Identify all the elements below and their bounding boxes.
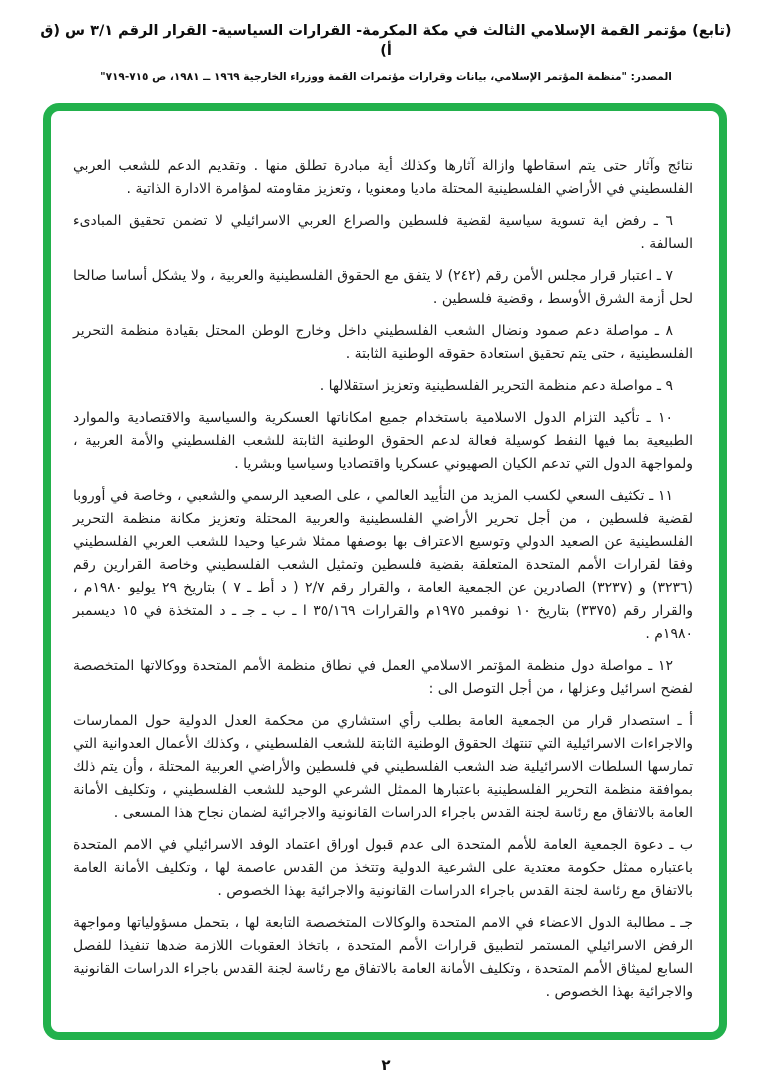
resolution-paragraphs xyxy=(51,111,719,1032)
paragraph: ١٢ ـ مواصلة دول منظمة المؤتمر الاسلامي العمل في نطاق منظمة الأمم المتحدة ووكالاتها المتخصصة لفضح اسرائيل وعزلها ، من أجل التوصل الى : xyxy=(73,658,693,697)
document-title: (تابع) مؤتمر القمة الإسلامي الثالث في مكة المكرمة- القرارات السياسية- القرار الرقم ٣/١ س (ق أ) xyxy=(40,23,732,59)
paragraph: ١٠ ـ تأكيد التزام الدول الاسلامية باستخدام جميع امكاناتها العسكرية والسياسية والاقتصادية والموارد الطبيعية بما فيها النفط كوسيلة فعالة لدعم الحقوق الوطنية الثابتة للشعب الفلسطيني والأمة العربية ، ولمواجهة الدول التي تدعم الكيان الصهيوني عسكريا واقتصاديا وسياسيا وبشريا . xyxy=(73,410,693,472)
document-source: المصدر: "منظمة المؤتمر الإسلامي، بيانات وقرارات مؤتمرات القمة ووزراء الخارجية ١٩٦٩ ــ ١٩٨١، ص ٧١٥-٧١٩" xyxy=(100,71,672,84)
document-header xyxy=(0,22,772,83)
paragraph: نتائج وآثار حتى يتم اسقاطها وازالة آثارها وكذلك أية مبادرة تطلق منها . وتقديم الدعم للشعب العربي الفلسطيني في الأراضي الفلسطينية المحتلة ماديا ومعنويا ، وتعزيز مقاومته لمؤامرة الادارة الذاتية . xyxy=(73,158,693,197)
paragraph: جـ ـ مطالبة الدول الاعضاء في الامم المتحدة والوكالات المتخصصة التابعة لها ، بتحمل مسؤولياتها ومواجهة الرفض الاسرائيلي المستمر لتطبيق قرارات الأمم المتحدة ، باتخاذ العقوبات اللازمة ضدها تنفيذا للفصل السابع لميثاق الأمم المتحدة ، وتكليف الأمانة العامة بالاتفاق مع رئاسة لجنة القدس باجراء الدراسات القانونية والاجرائية بهذا الخصوص . xyxy=(73,915,693,1000)
paragraph: ب ـ دعوة الجمعية العامة للأمم المتحدة الى عدم قبول اوراق اعتماد الوفد الاسرائيلي في الامم المتحدة باعتباره ممثل حكومة معتدية على الشرعية الدولية وتتخذ من القدس عاصمة لها ، وتكليف الأمانة العامة بالاتفاق مع رئاسة لجنة القدس باجراء الدراسات القانونية والاجرائية بهذا الخصوص . xyxy=(73,837,693,899)
paragraph: ٧ ـ اعتبار قرار مجلس الأمن رقم (٢٤٢) لا يتفق مع الحقوق الفلسطينية والعربية ، ولا يشكل أساسا صالحا لحل أزمة الشرق الأوسط ، وقضية فلسطين . xyxy=(73,268,693,307)
paragraph: ٩ ـ مواصلة دعم منظمة التحرير الفلسطينية وتعزيز استقلالها . xyxy=(319,378,673,394)
paragraph: ٨ ـ مواصلة دعم صمود ونضال الشعب الفلسطيني داخل وخارج الوطن المحتل بقيادة منظمة التحرير الفلسطينية ، حتى يتم تحقيق استعادة حقوقه الوطنية الثابتة . xyxy=(73,323,693,362)
content-frame xyxy=(43,103,727,1040)
paragraph: ١١ ـ تكثيف السعي لكسب المزيد من التأييد العالمي ، على الصعيد الرسمي والشعبي ، وخاصة في أوروبا لقضية فلسطين ، من أجل تحرير الأراضي الفلسطينية والعربية المحتلة وتعزيز مكانة منظمة التحرير الفلسطينية عن الصعيد الدولي وتوسيع الاعتراف بها بوصفها ممثلا شرعيا وحيدا للشعب العربي الفلسطيني وفقا لقرارات الأمم المتحدة المتعلقة بقضية فلسطين وتمثيل الشعب الفلسطيني وخاصة القرارين رقم (٣٢٣٦) و (٣٢٣٧) الصادرين عن الجمعية العامة ، والقرار رقم ٢/٧ ( د أط ـ ٧ ) بتاريخ ٢٩ يوليو ١٩٨٠م ، والقرار رقم (٣٣٧٥) بتاريخ ١٠ نوفمبر ١٩٧٥م والقرارات ٣٥/١٦٩ ا ـ ب ـ جـ ـ د المتخذة في ١٥ ديسمبر ١٩٨٠م . xyxy=(73,488,693,642)
paragraph: أ ـ استصدار قرار من الجمعية العامة بطلب رأي استشاري من محكمة العدل الدولية حول الممارسات والاجراءات الاسرائيلية التي تنتهك الحقوق الوطنية الثابتة للشعب الفلسطيني ، وكذلك الأعمال العدوانية التي تمارسها السلطات الاسرائيلية ضد الشعب الفلسطيني في فلسطين والأراضي العربية المحتلة ، وأن يتم ذلك بموافقة منظمة التحرير الفلسطينية باعتبارها الممثل الشرعي الوحيد للشعب الفلسطيني ، وتكليف الأمانة العامة بالاتفاق مع رئاسة لجنة القدس باجراء الدراسات القانونية والاجرائية لضمان نجاح هذا المسعى . xyxy=(73,713,693,821)
page-number: ٢ xyxy=(381,1056,391,1074)
paragraph: ٦ ـ رفض اية تسوية سياسية لقضية فلسطين والصراع العربي الاسرائيلي لا تضمن تحقيق المبادىء السالفة . xyxy=(73,213,693,252)
